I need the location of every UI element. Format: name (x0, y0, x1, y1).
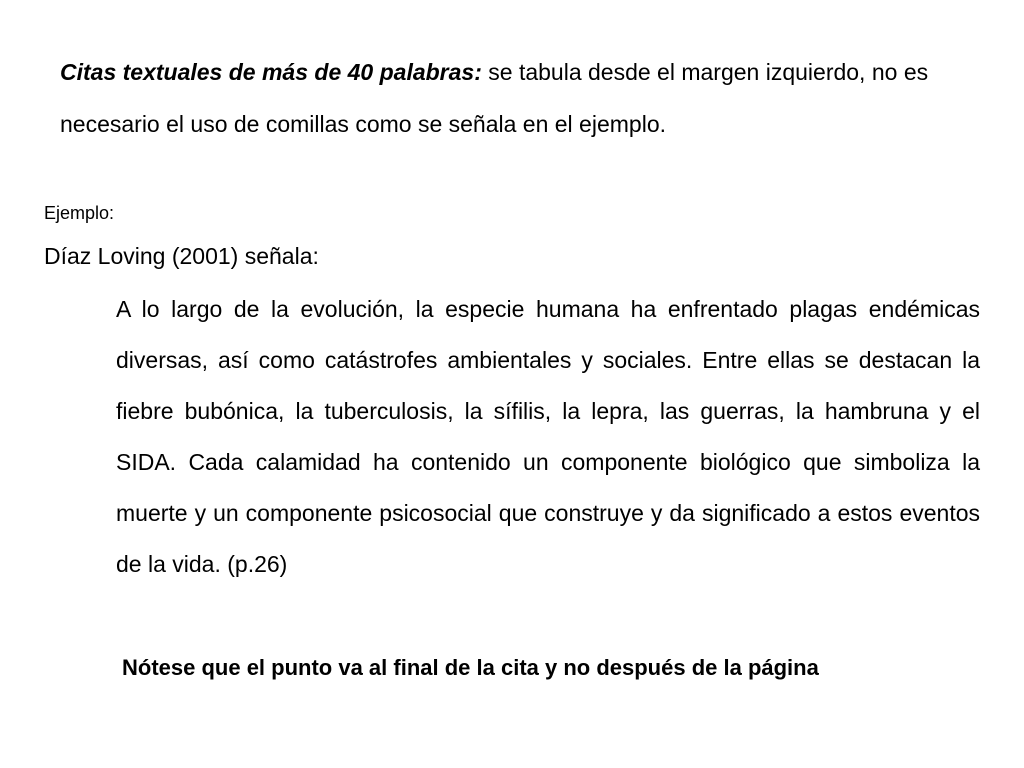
example-label: Ejemplo: (44, 203, 115, 223)
intro-rest: se tabula desde el margen izquierdo, no es necesario el uso de comillas como se señala en el ejemplo. (60, 59, 929, 137)
note: Nótese que el punto va al final de la cita y no después de la página (122, 655, 819, 680)
intro-lead: Citas textuales de más de 40 palabras: (60, 59, 482, 85)
author-line: Díaz Loving (2001) señala: (44, 243, 319, 269)
block-quote: A lo largo de la evolución, la especie humana ha enfrentado plagas endémicas diversas, así como catástrofes ambientales y sociales. Entre ellas se destacan la fiebre bubónica, la tuberculosis, la sífilis, la lepra, las guerras, la hambruna y el SIDA. Cada calamidad ha contenido un componente biológico que simboliza la muerte y un componente psicosocial que construye y da significado a estos eventos de la vida. (p.26) (116, 296, 980, 577)
intro-paragraph (60, 46, 980, 150)
